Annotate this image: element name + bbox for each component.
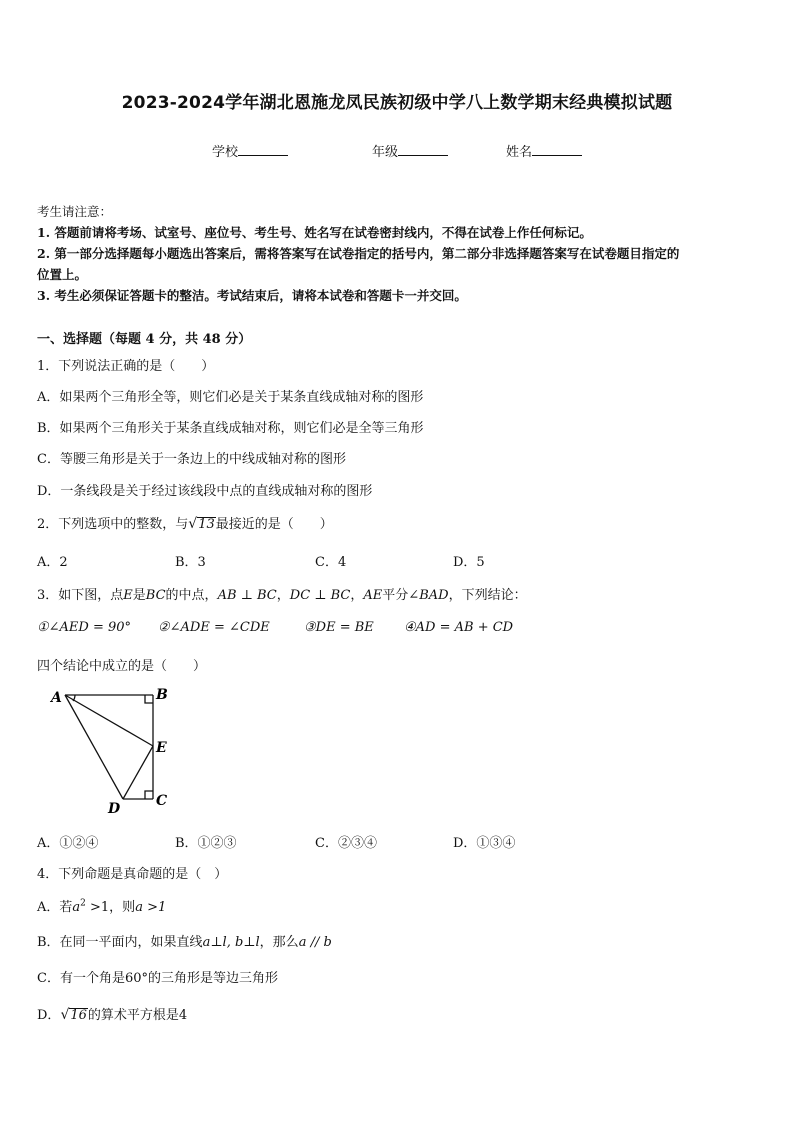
label-b: B (156, 687, 168, 703)
q3-option-c[interactable]: C．②③④ (315, 836, 377, 851)
q2-option-c[interactable]: C．4 (315, 555, 347, 570)
label-d: D (108, 801, 121, 817)
q4-option-c[interactable]: C．有一个角是60°的三角形是等边三角形 (37, 971, 278, 986)
q3-option-b[interactable]: B．①②③ (175, 836, 237, 851)
q3-option-d[interactable]: D．①③④ (453, 836, 516, 851)
sqrt-sign-icon: √ (60, 1007, 70, 1023)
q1-option-a[interactable]: A．如果两个三角形全等，则它们必是关于某条直线成轴对称的图形 (37, 390, 424, 405)
grade-blank[interactable] (398, 143, 448, 156)
page-title: 2023-2024学年湖北恩施龙凤民族初级中学八上数学期末经典模拟试题 (121, 93, 673, 113)
q4-option-b[interactable]: B．在同一平面内，如果直线a⊥l, b⊥l，那么a // b (37, 935, 332, 950)
notice-item-2-cont: 位置上。 (37, 267, 88, 282)
q3-conclusion-3: ③DE = BE (304, 620, 374, 635)
segment-ae (65, 695, 153, 746)
notice-heading: 考生请注意： (37, 204, 113, 219)
q2-stem: 2．下列选项中的整数，与√13最接近的是（ ） (37, 516, 333, 532)
q4-option-d[interactable]: D．√16的算术平方根是4 (37, 1007, 188, 1023)
label-c: C (156, 793, 168, 809)
q3-stem: 3．如下图，点E是BC的中点，AB ⊥ BC，DC ⊥ BC，AE平分∠BAD，下列结论： (37, 588, 527, 603)
q2-option-a[interactable]: A．2 (37, 555, 68, 570)
grade-field[interactable]: 年级 (372, 141, 448, 160)
q3-question: 四个结论中成立的是（ ） (37, 659, 207, 674)
exam-notice (37, 201, 762, 306)
q1-option-d[interactable]: D．一条线段是关于经过该线段中点的直线成轴对称的图形 (37, 484, 373, 499)
notice-item-2: 2. 第一部分选择题每小题选出答案后，需将答案写在试卷指定的括号内，第二部分非选择题答案写在试卷题目指定的 (37, 246, 680, 261)
q3-conclusion-1: ①∠AED = 90° (37, 620, 132, 635)
q2-option-d[interactable]: D．5 (453, 555, 485, 570)
right-angle-mark-c (145, 791, 153, 799)
label-e: E (156, 740, 167, 756)
right-angle-mark-b (145, 695, 153, 703)
q4-stem: 4．下列命题是真命题的是（ ） (37, 867, 228, 882)
q4-option-a[interactable]: A．若$a^2 >1$，则a >1 (37, 898, 167, 915)
notice-item-3: 3. 考生必须保证答题卡的整洁。考试结束后，请将本试卷和答题卡一并交回。 (37, 288, 467, 303)
section-title: 一、选择题（每题 4 分，共 48 分） (37, 332, 252, 347)
school-field[interactable]: 学校 (212, 141, 288, 160)
q3-conclusion-2: ②∠ADE = ∠CDE (158, 620, 270, 635)
q3-geometry-figure (45, 682, 185, 822)
q3-conclusion-4: ④AD = AB + CD (404, 620, 514, 635)
q3-option-a[interactable]: A．①②④ (37, 836, 99, 851)
school-blank[interactable] (238, 143, 288, 156)
segment-da (65, 695, 123, 799)
q2-option-b[interactable]: B．3 (175, 555, 206, 570)
student-info-row (0, 141, 794, 161)
q1-stem: 1．下列说法正确的是（ ） (37, 359, 215, 374)
name-field[interactable]: 姓名 (506, 141, 582, 160)
sqrt-sign-icon: √ (188, 516, 198, 532)
notice-item-1: 1. 答题前请将考场、试室号、座位号、考生号、姓名写在试卷密封线内，不得在试卷上作任何标记。 (37, 225, 592, 240)
q2-radicand: 13 (198, 517, 215, 532)
q1-option-b[interactable]: B．如果两个三角形关于某条直线成轴对称，则它们必是全等三角形 (37, 421, 424, 436)
label-a: A (51, 690, 62, 706)
name-blank[interactable] (532, 143, 582, 156)
q1-option-c[interactable]: C．等腰三角形是关于一条边上的中线成轴对称的图形 (37, 452, 346, 467)
